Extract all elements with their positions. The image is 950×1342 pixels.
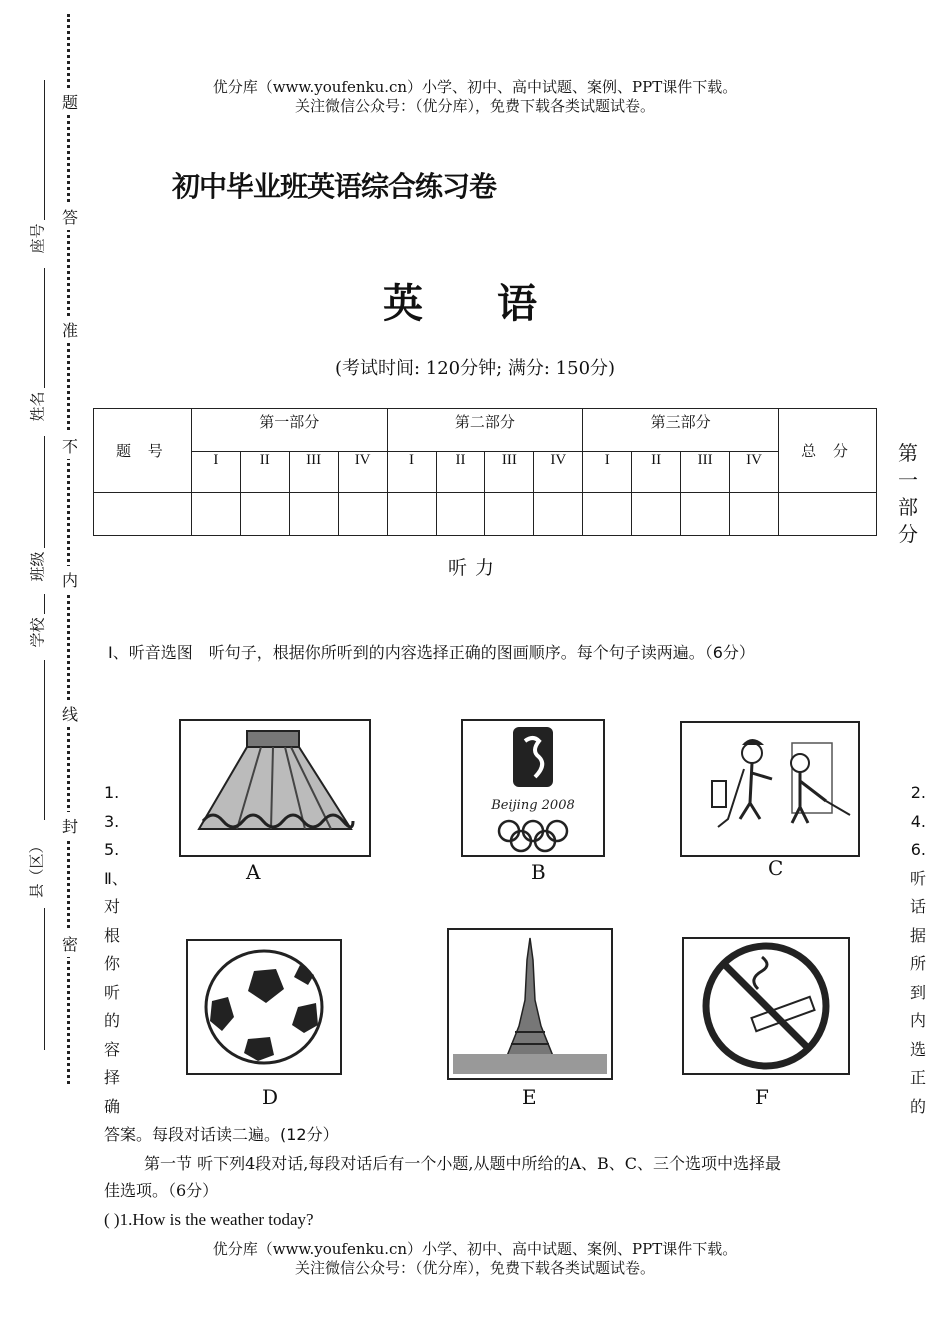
left-text-column: 1. 3. 5. Ⅱ、 对 根 你 听 的 容 择 确 xyxy=(104,783,128,1116)
col-numeral: IV xyxy=(730,452,779,493)
seat-number-label: 座号 xyxy=(28,223,47,254)
score-cell[interactable] xyxy=(485,493,534,536)
name-label: 姓名 xyxy=(28,391,47,422)
header-line-1: 优分库（www.youfenku.cn）小学、初中、高中试题、案例、PPT课件下载。 xyxy=(212,78,738,96)
score-cell[interactable] xyxy=(191,493,240,536)
score-cell[interactable] xyxy=(289,493,338,536)
cleaning-people-icon xyxy=(682,723,858,855)
picture-a-label: A xyxy=(246,860,261,884)
col-numeral: I xyxy=(583,452,632,493)
field-line xyxy=(44,594,45,614)
field-line xyxy=(44,80,45,220)
picture-f-label: F xyxy=(755,1085,769,1109)
total-score-cell[interactable] xyxy=(779,493,877,536)
picture-e-label: E xyxy=(522,1085,537,1109)
side-part-label: 第 一 部 分 xyxy=(898,441,918,546)
part-1-header: 第一部分 xyxy=(191,409,387,452)
skirt-icon xyxy=(181,721,369,855)
header-line-2: 关注微信公众号：（优分库），免费下载各类试题试卷。 xyxy=(294,97,655,115)
picture-e-tower xyxy=(447,928,613,1080)
seal-char: 不 xyxy=(62,432,78,459)
subject-title: 英 语 xyxy=(383,281,567,327)
score-cell[interactable] xyxy=(534,493,583,536)
picture-b-olympics xyxy=(461,719,605,857)
section-2-instruction: 答案。每段对话读二遍。(12分） xyxy=(104,1125,339,1144)
seal-char: 答 xyxy=(62,203,78,230)
table-header-label: 题 号 xyxy=(94,409,192,493)
total-header: 总 分 xyxy=(779,409,877,493)
exam-title: 初中毕业班英语综合练习卷 xyxy=(172,170,497,203)
no-smoking-icon xyxy=(684,939,848,1073)
score-cell[interactable] xyxy=(730,493,779,536)
col-numeral: IV xyxy=(338,452,387,493)
score-cell[interactable] xyxy=(94,493,192,536)
field-line xyxy=(44,436,45,548)
footer-line-1: 优分库（www.youfenku.cn）小学、初中、高中试题、案例、PPT课件下载。 xyxy=(212,1240,738,1258)
part-1-instruction: 第一节 听下列4段对话,每段对话后有一个小题,从题中所给的A、B、C、三个选项中选择最 xyxy=(144,1154,781,1173)
col-numeral: II xyxy=(632,452,681,493)
score-cell[interactable] xyxy=(240,493,289,536)
col-numeral: II xyxy=(240,452,289,493)
part-1-instruction-cont: 佳选项。（6分） xyxy=(104,1181,219,1200)
seal-char: 密 xyxy=(62,930,78,957)
seal-char: 题 xyxy=(62,88,78,115)
col-numeral: I xyxy=(191,452,240,493)
field-line xyxy=(44,908,45,1050)
seal-char: 封 xyxy=(62,812,78,839)
seal-dotted-line xyxy=(67,14,70,1084)
picture-d-label: D xyxy=(262,1085,279,1109)
col-numeral: III xyxy=(485,452,534,493)
score-cell[interactable] xyxy=(583,493,632,536)
tower-icon xyxy=(449,930,611,1078)
beijing-2008-text: Beijing 2008 xyxy=(491,798,575,813)
score-table xyxy=(93,408,877,536)
score-cell[interactable] xyxy=(681,493,730,536)
class-label: 班级 xyxy=(28,551,47,582)
score-cell[interactable] xyxy=(338,493,387,536)
col-numeral: IV xyxy=(534,452,583,493)
part-2-header: 第二部分 xyxy=(387,409,583,452)
olympic-logo-icon xyxy=(463,721,603,855)
col-numeral: I xyxy=(387,452,436,493)
question-1: ( )1.How is the weather today? xyxy=(104,1210,314,1229)
football-icon xyxy=(188,941,340,1073)
seal-char: 准 xyxy=(62,316,78,343)
county-label: 县（区） xyxy=(27,838,46,899)
seal-char: 线 xyxy=(62,700,78,727)
picture-a-skirt xyxy=(179,719,371,857)
col-numeral: II xyxy=(436,452,485,493)
field-line xyxy=(44,660,45,820)
col-numeral: III xyxy=(289,452,338,493)
seal-char: 内 xyxy=(62,566,78,593)
col-numeral: III xyxy=(681,452,730,493)
footer-line-2: 关注微信公众号：（优分库），免费下载各类试题试卷。 xyxy=(294,1259,655,1277)
picture-b-label: B xyxy=(531,860,546,884)
question-1-instruction: Ⅰ、听音选图 听句子，根据你所听到的内容选择正确的图画顺序。每个句子读两遍。（6分） xyxy=(108,643,755,662)
right-text-column: 2. 4. 6. 听 话 据 所 到 内 选 正 的 xyxy=(909,783,926,1116)
picture-c-cleaning xyxy=(680,721,860,857)
score-cell[interactable] xyxy=(387,493,436,536)
picture-f-no-smoking xyxy=(682,937,850,1075)
section-title: 听力 xyxy=(447,557,502,579)
part-3-header: 第三部分 xyxy=(583,409,779,452)
score-cell[interactable] xyxy=(436,493,485,536)
exam-info: (考试时间: 120分钟; 满分: 150分) xyxy=(334,358,616,379)
score-cell[interactable] xyxy=(632,493,681,536)
picture-c-label: C xyxy=(768,856,784,880)
picture-d-football xyxy=(186,939,342,1075)
school-label: 学校 xyxy=(28,617,47,648)
